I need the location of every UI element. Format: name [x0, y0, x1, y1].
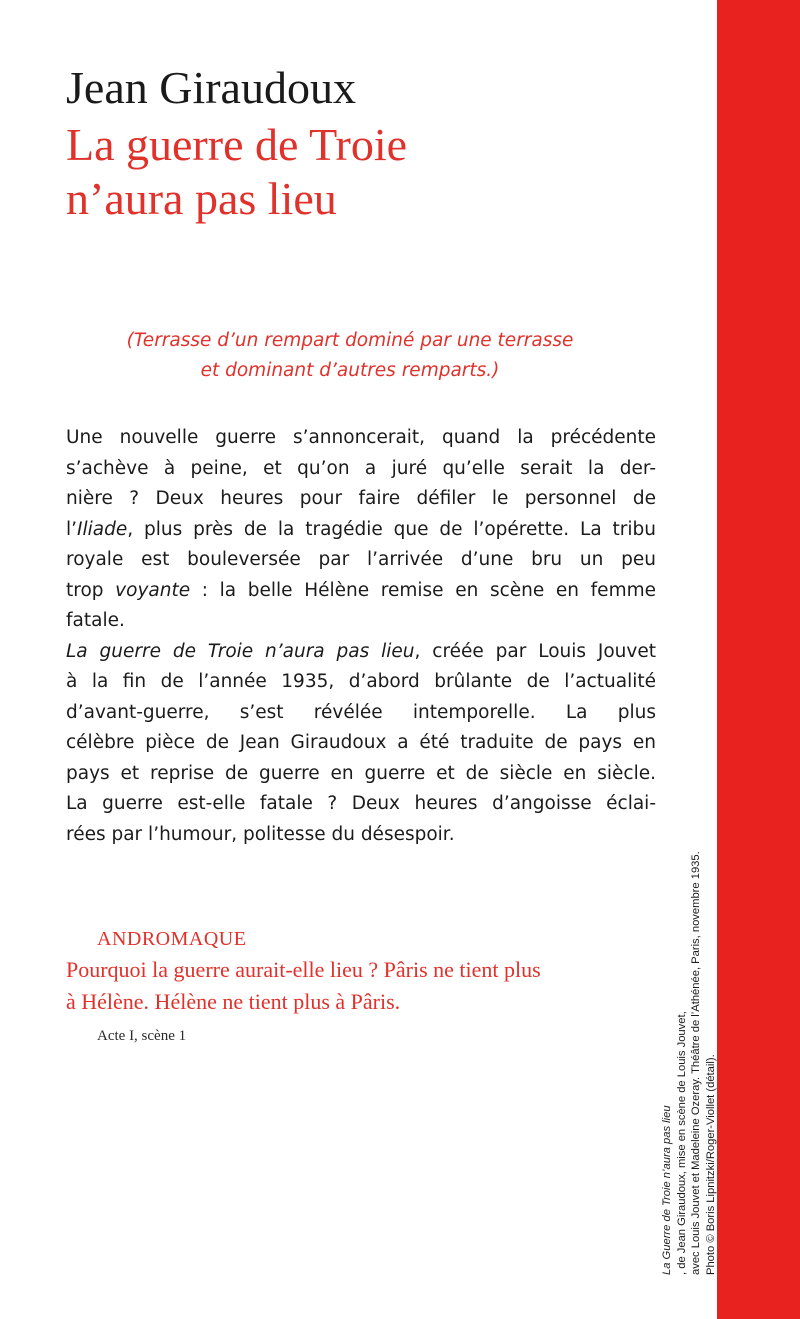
quote-line: à Hélène. Hélène ne tient plus à Pâris.	[66, 989, 401, 1014]
blurb-line	[66, 515, 656, 546]
stage-direction-line: (Terrasse d’un rempart dominé par une terrasse	[126, 330, 574, 351]
stage-direction-line: et dominant d’autres remparts.)	[200, 360, 500, 381]
blurb-text: trop	[66, 579, 116, 601]
credits-italic-text: La Guerre de Troie n’aura pas lieu	[661, 1105, 673, 1275]
quote-speaker: ANDROMAQUE	[97, 928, 247, 950]
quote-line: Pourquoi la guerre aurait-elle lieu ? Pâris ne tient plus	[66, 957, 541, 982]
quote-text	[66, 954, 646, 1018]
blurb-line: rées par l’humour, politesse du désespoir.	[66, 823, 455, 845]
stage-direction	[100, 326, 600, 386]
blurb-line: La guerre est-elle fatale ? Deux heures d’angoisse éclai-	[66, 793, 656, 814]
blurb-text: , créée par Louis Jouvet	[414, 640, 656, 662]
blurb-text: l’	[66, 518, 78, 540]
blurb-line: d’avant-guerre, s’est révélée intemporelle. La plus	[66, 701, 656, 723]
blurb-line: Une nouvelle guerre s’annoncerait, quand la précédente	[66, 427, 656, 448]
blurb-line: pays et reprise de guerre en guerre et de siècle en siècle.	[66, 762, 656, 784]
title-line: n’aura pas lieu	[66, 173, 337, 224]
credits-line: Photo © Boris Lipnitzki/Roger-Viollet (détail).	[704, 1054, 717, 1275]
blurb-line: à la fin de l’année 1935, d’abord brûlante de l’actualité	[66, 671, 656, 692]
blurb-line: royale est bouleversée par l’arrivée d’une bru un peu	[66, 549, 656, 570]
blurb-line: s’achève à peine, et qu’on a juré qu’elle serait la der-	[66, 457, 656, 479]
red-spine-band	[717, 0, 800, 1319]
credits-line: avec Louis Jouvet et Madeleine Ozeray. Théâtre de l’Athénée, Paris, novembre 1935.	[690, 851, 702, 1275]
title-line: La guerre de Troie	[66, 119, 408, 170]
blurb-text: , plus près de la tragédie que de l’opérette. La tribu	[127, 518, 656, 540]
author-name: Jean Giraudoux	[66, 62, 356, 113]
blurb-line: fatale.	[66, 610, 125, 631]
blurb-text: : la belle Hélène remise en scène en femme	[190, 579, 656, 601]
credits-text: , de Jean Giraudoux, mise en scène de Louis Jouvet,	[675, 1011, 688, 1275]
quote-reference: Acte I, scène 1	[97, 1028, 187, 1044]
credits-line	[660, 715, 689, 1275]
blurb-line: nière ? Deux heures pour faire défiler le personnel de	[66, 488, 656, 509]
blurb-line	[66, 637, 656, 668]
blurb-italic-text: La guerre de Troie n’aura pas lieu	[66, 640, 415, 662]
blurb-italic-text: voyante	[115, 579, 191, 601]
photo-credits	[660, 715, 718, 1275]
blurb-line: célèbre pièce de Jean Giraudoux a été traduite de pays en	[66, 732, 656, 753]
back-cover-blurb	[66, 423, 656, 850]
blurb-italic-text: Iliade	[77, 518, 128, 540]
book-title	[66, 118, 626, 226]
blurb-line	[66, 576, 656, 607]
